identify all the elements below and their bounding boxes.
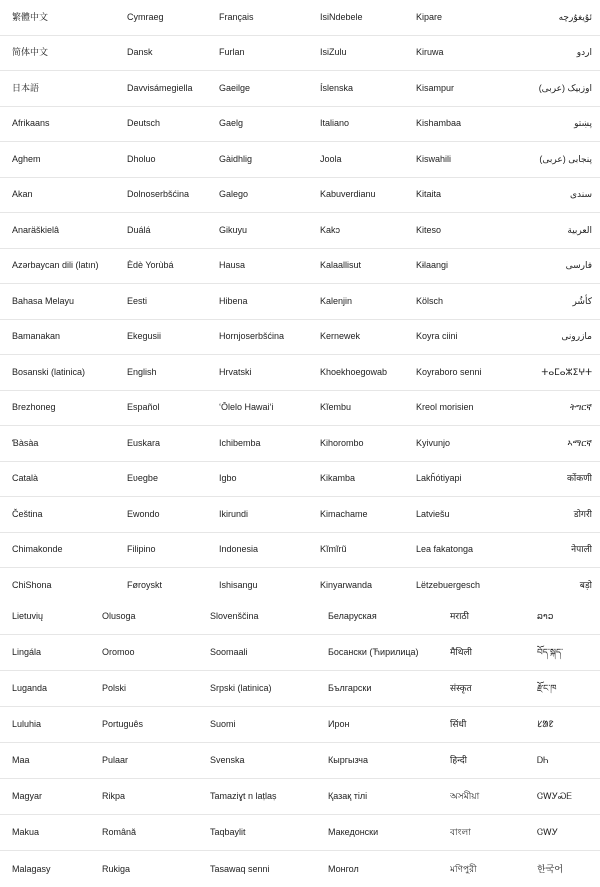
language-option[interactable]: IsiNdebele (320, 11, 363, 22)
language-option[interactable]: Koyra ciini (416, 331, 458, 342)
language-option[interactable]: Kernewek (320, 331, 361, 342)
language-option[interactable]: Deutsch (127, 118, 161, 129)
language-option[interactable]: Kreol morisien (416, 402, 474, 413)
language-option[interactable]: Kihorombo (320, 437, 364, 448)
language-row (0, 107, 600, 143)
language-option[interactable]: Tamaziɣt n laṭlaṣ (210, 791, 277, 801)
language-option[interactable]: Kiruwa (416, 47, 444, 58)
language-option[interactable]: Makua (12, 827, 40, 837)
language-option[interactable]: हिन्दी (450, 755, 468, 765)
language-option[interactable]: मैथिली (450, 647, 472, 657)
language-option[interactable]: संस्कृत (450, 683, 472, 693)
language-option[interactable]: Ирон (328, 719, 350, 729)
language-option[interactable]: Oromoo (102, 647, 135, 657)
language-option[interactable]: ⵜⴰⵎⴰⵣⵉⵖⵜ (541, 366, 592, 377)
language-option[interactable]: Indonesia (219, 544, 259, 555)
language-option[interactable]: Lietuvių (12, 611, 44, 621)
language-option[interactable]: Bosanski (latinica) (12, 366, 86, 377)
language-row (0, 142, 600, 178)
language-option[interactable]: Joola (320, 153, 342, 164)
language-option[interactable]: बड़ो (579, 580, 592, 591)
language-row (0, 462, 600, 498)
language-option[interactable]: Kishambaa (416, 118, 462, 129)
language-row (0, 743, 600, 779)
language-option[interactable]: Ewondo (127, 508, 160, 519)
language-option[interactable]: Čeština (12, 508, 43, 519)
language-option[interactable]: Føroyskt (127, 580, 162, 591)
language-option[interactable]: مازرونی (561, 331, 592, 342)
language-option[interactable]: Gikuyu (219, 224, 248, 235)
language-option[interactable]: Suomi (210, 719, 236, 729)
language-option[interactable]: Български (328, 683, 372, 693)
language-option[interactable]: Srpski (latinica) (210, 683, 272, 693)
language-option[interactable]: सिंधी (450, 719, 467, 729)
language-option[interactable]: Hibena (219, 295, 248, 306)
language-option[interactable]: Tasawaq senni (210, 863, 270, 874)
language-row (0, 284, 600, 320)
language-option[interactable]: Hausa (219, 260, 246, 271)
language-option[interactable]: Беларуская (328, 611, 377, 621)
language-option[interactable]: Кыргызча (328, 755, 368, 765)
language-option[interactable]: IsiZulu (320, 47, 347, 58)
language-option[interactable]: Kiswahili (416, 153, 452, 164)
language-option[interactable]: Kinyarwanda (320, 580, 373, 591)
language-option[interactable]: ʻŌlelo Hawaiʻi (219, 402, 274, 413)
language-row (0, 599, 600, 635)
language-option[interactable]: Luluhia (12, 719, 42, 729)
language-option[interactable]: Қазақ тілі (328, 791, 368, 801)
language-option[interactable]: Latviešu (416, 508, 450, 519)
language-option[interactable]: Rikpa (102, 791, 126, 801)
language-option[interactable]: Eʋegbe (127, 473, 158, 484)
language-row (0, 249, 600, 285)
language-option[interactable]: मराठी (450, 611, 469, 621)
language-option[interactable]: 日本語 (12, 82, 40, 93)
language-option[interactable]: ᏣᎳᎩ (537, 827, 559, 837)
language-option[interactable]: Ekegusii (127, 331, 162, 342)
language-option[interactable]: Kiteso (416, 224, 442, 235)
language-option[interactable]: डोगरी (573, 508, 592, 519)
language-option[interactable]: Davvisámegiella (127, 82, 193, 93)
language-option[interactable]: Dolnoserbšćina (127, 189, 190, 200)
language-option[interactable]: Ichibemba (219, 437, 261, 448)
language-option[interactable]: ትግርኛ (570, 402, 592, 413)
language-option[interactable]: অসমীয়া (450, 791, 480, 801)
language-option[interactable]: Gaeilge (219, 82, 251, 93)
language-option[interactable]: Rukiga (102, 863, 131, 874)
language-option[interactable]: བོད་སྐད་ (537, 647, 564, 657)
language-row (0, 426, 600, 462)
language-row (0, 71, 600, 107)
language-option[interactable]: Svenska (210, 755, 245, 765)
language-row (0, 178, 600, 214)
language-option[interactable]: Luganda (12, 683, 48, 693)
language-option[interactable]: Dansk (127, 47, 153, 58)
language-option[interactable]: العربية (567, 224, 592, 235)
language-option[interactable]: Pulaar (102, 755, 129, 765)
language-row (0, 779, 600, 815)
language-option[interactable]: Akan (12, 189, 33, 200)
language-option[interactable]: Galego (219, 189, 249, 200)
language-row (0, 355, 600, 391)
language-option[interactable]: ລາວ (537, 611, 554, 621)
language-option[interactable]: Igbo (219, 473, 237, 484)
language-row (0, 635, 600, 671)
language-option[interactable]: ᱥᱟᱱ (537, 719, 554, 729)
language-row (0, 707, 600, 743)
language-option[interactable]: Polski (102, 683, 127, 693)
language-row (0, 213, 600, 249)
language-option[interactable]: Taqbaylit (210, 827, 246, 837)
language-option[interactable]: বাংলা (450, 827, 471, 837)
language-option[interactable]: Cymraeg (127, 11, 164, 22)
language-option[interactable]: Gàidhlig (219, 153, 253, 164)
language-option[interactable]: Bahasa Melayu (12, 295, 75, 306)
language-option[interactable]: Soomaali (210, 647, 248, 657)
language-option[interactable]: Kĩembu (320, 402, 352, 413)
language-option[interactable]: Kalaallisut (320, 260, 362, 271)
language-option[interactable]: Hornjoserbšćina (219, 331, 285, 342)
language-option[interactable]: Монгол (328, 863, 359, 874)
language-row (0, 815, 600, 851)
language-option[interactable]: فارسی (565, 260, 592, 271)
language-option[interactable]: ᏣᎳᎩᏍᎬ (537, 791, 573, 801)
language-option[interactable]: Furlan (219, 47, 245, 58)
language-option[interactable]: اردو (576, 47, 592, 58)
language-option[interactable]: Khoekhoegowab (320, 366, 388, 377)
language-option[interactable]: Македонски (328, 827, 379, 837)
language-option[interactable]: Hrvatski (219, 366, 252, 377)
language-option[interactable]: ChiShona (12, 580, 52, 591)
language-option[interactable]: ᎠᏂ (537, 755, 549, 765)
language-option[interactable]: Kɨlaangi (416, 260, 449, 271)
language-option[interactable]: Koyraboro senni (416, 366, 482, 377)
language-option[interactable]: Kitaita (416, 189, 442, 200)
language-option[interactable]: Kakɔ (320, 224, 341, 235)
language-option[interactable]: नेपाली (571, 544, 592, 555)
language-option[interactable]: Anaräškielâ (12, 224, 60, 235)
language-option[interactable]: Ikirundi (219, 508, 249, 519)
language-option[interactable]: Kimachame (320, 508, 368, 519)
language-option[interactable]: Chimakonde (12, 544, 63, 555)
language-row (0, 36, 600, 72)
language-option[interactable]: Kĩmĩrũ (320, 544, 347, 555)
language-option[interactable]: 한국어 (537, 863, 564, 874)
language-option[interactable]: Bamanakan (12, 331, 61, 342)
language-option[interactable]: རྫོང་ཁ (537, 683, 557, 693)
language-option[interactable]: ئۇيغۇرچە (558, 11, 592, 22)
language-row (0, 671, 600, 707)
language-option[interactable]: Kalenjin (320, 295, 353, 306)
language-option[interactable]: Duálá (127, 224, 151, 235)
language-option[interactable]: پښتو (574, 118, 592, 129)
language-option[interactable]: Kabuverdianu (320, 189, 376, 200)
language-option[interactable]: Lingála (12, 647, 42, 657)
language-option[interactable]: سندی (569, 189, 592, 200)
language-option[interactable]: پنجابی (عربی) (539, 153, 592, 164)
language-option[interactable]: Gaelg (219, 118, 244, 129)
language-option[interactable]: Lëtzebuergesch (416, 580, 481, 591)
language-option[interactable]: Kikamba (320, 473, 356, 484)
language-option[interactable]: Azərbaycan dili (latın) (12, 260, 99, 271)
language-option[interactable]: कोंकणी (567, 473, 592, 484)
language-option[interactable]: 繁體中文 (12, 11, 49, 22)
language-option[interactable]: Dholuo (127, 153, 156, 164)
language-option[interactable]: Íslenska (320, 82, 354, 93)
language-row (0, 320, 600, 356)
language-option[interactable]: English (127, 366, 157, 377)
language-option[interactable]: Lea fakatonga (416, 544, 474, 555)
language-option[interactable]: Português (102, 719, 144, 729)
language-option[interactable]: মণিপুরী (450, 863, 477, 874)
language-option[interactable]: اوزبیک (عربی) (538, 82, 592, 93)
language-option[interactable]: Slovenščina (210, 611, 259, 621)
language-option[interactable]: Olusoga (102, 611, 136, 621)
language-option[interactable]: Brezhoneg (12, 402, 56, 413)
language-option[interactable]: Euskara (127, 437, 161, 448)
language-option[interactable]: Kipare (416, 11, 443, 22)
language-option[interactable]: Maa (12, 755, 30, 765)
language-option[interactable]: Kölsch (416, 295, 444, 306)
language-option[interactable]: ኣማርኛ (567, 437, 592, 448)
language-option[interactable]: Lakȟótiyapi (416, 473, 462, 484)
language-option[interactable]: 简体中文 (12, 47, 49, 58)
language-option[interactable]: Eesti (127, 295, 148, 306)
language-option[interactable]: Català (12, 473, 39, 484)
language-option[interactable]: Română (102, 827, 137, 837)
language-row (0, 0, 600, 36)
language-option[interactable]: کأشُر (572, 295, 592, 306)
language-option[interactable]: Italiano (320, 118, 350, 129)
language-option[interactable]: Kisampur (416, 82, 455, 93)
language-option[interactable]: Afrikaans (12, 118, 50, 129)
language-option[interactable]: Aghem (12, 153, 41, 164)
language-row (0, 533, 600, 569)
language-option[interactable]: Magyar (12, 791, 43, 801)
language-option[interactable]: Ɓàsàa (12, 437, 39, 448)
language-option[interactable]: Malagasy (12, 863, 51, 874)
language-option[interactable]: Français (219, 11, 254, 22)
language-option[interactable]: Español (127, 402, 160, 413)
language-option[interactable]: Èdè Yorùbá (127, 260, 174, 271)
language-row (0, 391, 600, 427)
language-option[interactable]: Filipino (127, 544, 156, 555)
language-option[interactable]: Ishisangu (219, 580, 258, 591)
language-option[interactable]: Босански (Ћирилица) (328, 647, 419, 657)
language-row (0, 497, 600, 533)
language-option[interactable]: Kyivunjo (416, 437, 451, 448)
language-list-section-b (0, 599, 600, 882)
